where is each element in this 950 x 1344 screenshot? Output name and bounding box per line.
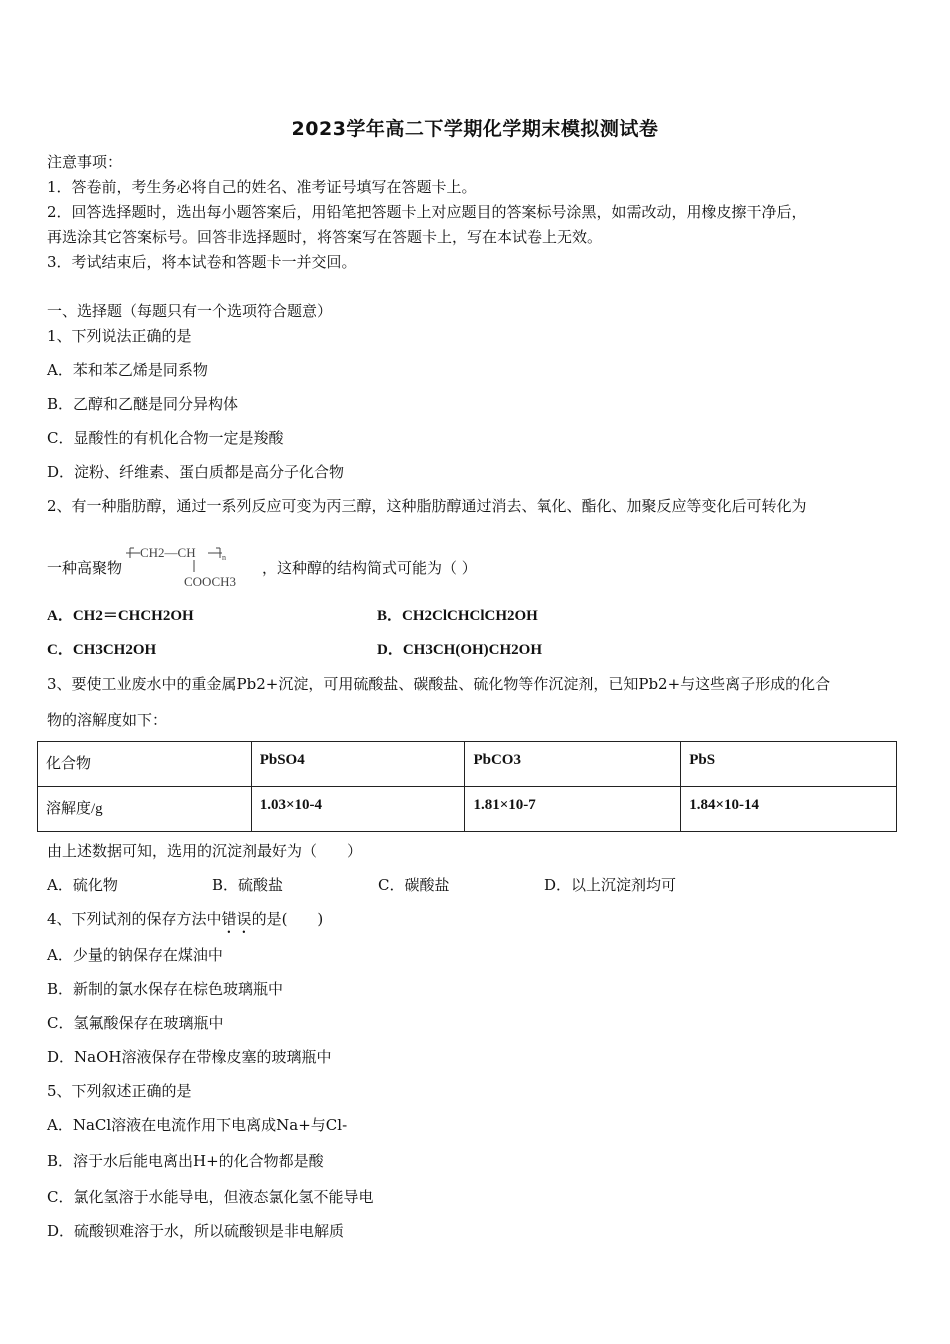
- q3-option-c: C．碳酸盐: [378, 876, 450, 894]
- q4-option-b: B．新制的氯水保存在棕色玻璃瓶中: [47, 980, 284, 998]
- q5-option-b: B．溶于水后能电离出H+的化合物都是酸: [47, 1152, 324, 1170]
- notice-item-2: 2．回答选择题时，选出每小题答案后，用铅笔把答题卡上对应题目的答案标号涂黑，如需改动，用橡皮擦干净后，: [47, 203, 807, 221]
- q4-stem: [47, 909, 323, 937]
- q5-option-c: C．氯化氢溶于水能导电，但液态氯化氢不能导电: [47, 1188, 374, 1206]
- solubility-table: [37, 741, 897, 832]
- table-row: [38, 787, 897, 832]
- table-header-row: [38, 742, 897, 787]
- page-title: 2023学年高二下学期化学期末模拟测试卷: [291, 118, 659, 140]
- q2-option-b-label: B．: [377, 608, 403, 624]
- table-header-cell: PbCO3: [465, 742, 681, 787]
- q2-option-d: [377, 639, 542, 660]
- q3-question: 由上述数据可知，选用的沉淀剂最好为（ ）: [47, 842, 363, 860]
- q3-option-b: B．硫酸盐: [212, 876, 284, 894]
- q4-stem-pre: 4、下列试剂的保存方法中: [47, 910, 222, 928]
- q2-option-a-formula: CH2＝CHCH2OH: [72, 608, 194, 624]
- table-header-cell: 化合物: [38, 742, 252, 787]
- q4-stem-emphasis: 错误: [221, 910, 252, 928]
- q5-option-a: A．NaCl溶液在电流作用下电离成Na+与Cl-: [47, 1116, 348, 1134]
- notice-heading: 注意事项：: [47, 153, 123, 171]
- notice-item-1: 1．答卷前，考生务必将自己的姓名、准考证号填写在答题卡上。: [47, 178, 477, 196]
- notice-item-2-cont: 再选涂其它答案标号。回答非选择题时，将答案写在答题卡上，写在本试卷上无效。: [47, 228, 603, 246]
- polymer-subscript: n: [222, 553, 226, 562]
- q1-stem: 1、下列说法正确的是: [47, 327, 192, 345]
- table-header-cell: PbS: [681, 742, 897, 787]
- table-cell: 1.03×10-4: [251, 787, 465, 832]
- q3-stem: 3、要使工业废水中的重金属Pb2+沉淀，可用硫酸盐、碳酸盐、硫化物等作沉淀剂，已知Pb2+与这些离子形成的化合: [47, 675, 831, 693]
- table-header-cell: PbSO4: [251, 742, 465, 787]
- q2-option-c: [47, 639, 156, 660]
- q2-option-a-label: A．: [47, 608, 73, 624]
- q2-stem-post: ，这种醇的结构简式可能为（ ）: [262, 559, 477, 577]
- table-cell: 1.81×10-7: [465, 787, 681, 832]
- q2-option-a: [47, 605, 194, 626]
- q5-option-d: D．硫酸钡难溶于水，所以硫酸钡是非电解质: [47, 1222, 345, 1240]
- q4-option-d: D．NaOH溶液保存在带橡皮塞的玻璃瓶中: [47, 1048, 332, 1066]
- q2-option-c-formula: CH3CH2OH: [72, 642, 157, 658]
- polymer-side-group: COOCH3: [184, 574, 237, 589]
- q3-option-a: A．硫化物: [47, 876, 118, 894]
- q4-stem-post: 的是( ): [251, 910, 324, 928]
- q4-option-a: A．少量的钠保存在煤油中: [47, 946, 223, 964]
- q2-stem-pre: 一种高聚物: [47, 559, 123, 577]
- table-cell: 1.84×10-14: [681, 787, 897, 832]
- q2-option-b: [377, 605, 538, 626]
- q5-stem: 5、下列叙述正确的是: [47, 1082, 192, 1100]
- q3-stem-cont: 物的溶解度如下：: [47, 711, 168, 729]
- polymer-structure-figure: [126, 540, 256, 596]
- q1-option-a: A．苯和苯乙烯是同系物: [47, 361, 208, 379]
- q1-option-b: B．乙醇和乙醚是同分异构体: [47, 395, 239, 413]
- polymer-chain: CH2—CH: [140, 545, 196, 560]
- q2-option-d-formula: CH3CH(OH)CH2OH: [402, 642, 543, 658]
- notice-item-3: 3．考试结束后，将本试卷和答题卡一并交回。: [47, 253, 357, 271]
- section-heading: 一、选择题（每题只有一个选项符合题意）: [47, 302, 333, 320]
- q2-option-b-formula: CH2ClCHClCH2OH: [402, 608, 538, 624]
- q2-stem: 2、有一种脂肪醇，通过一系列反应可变为丙三醇，这种脂肪醇通过消去、氧化、酯化、加聚反应等变化后可转化为: [47, 497, 807, 515]
- q1-option-c: C．显酸性的有机化合物一定是羧酸: [47, 429, 284, 447]
- q1-option-d: D．淀粉、纤维素、蛋白质都是高分子化合物: [47, 463, 345, 481]
- q3-option-d: D．以上沉淀剂均可: [544, 876, 677, 894]
- q4-option-c: C．氢氟酸保存在玻璃瓶中: [47, 1014, 224, 1032]
- q2-option-d-label: D．: [377, 642, 403, 658]
- q2-option-c-label: C．: [47, 642, 73, 658]
- table-row-label: 溶解度/g: [38, 787, 252, 832]
